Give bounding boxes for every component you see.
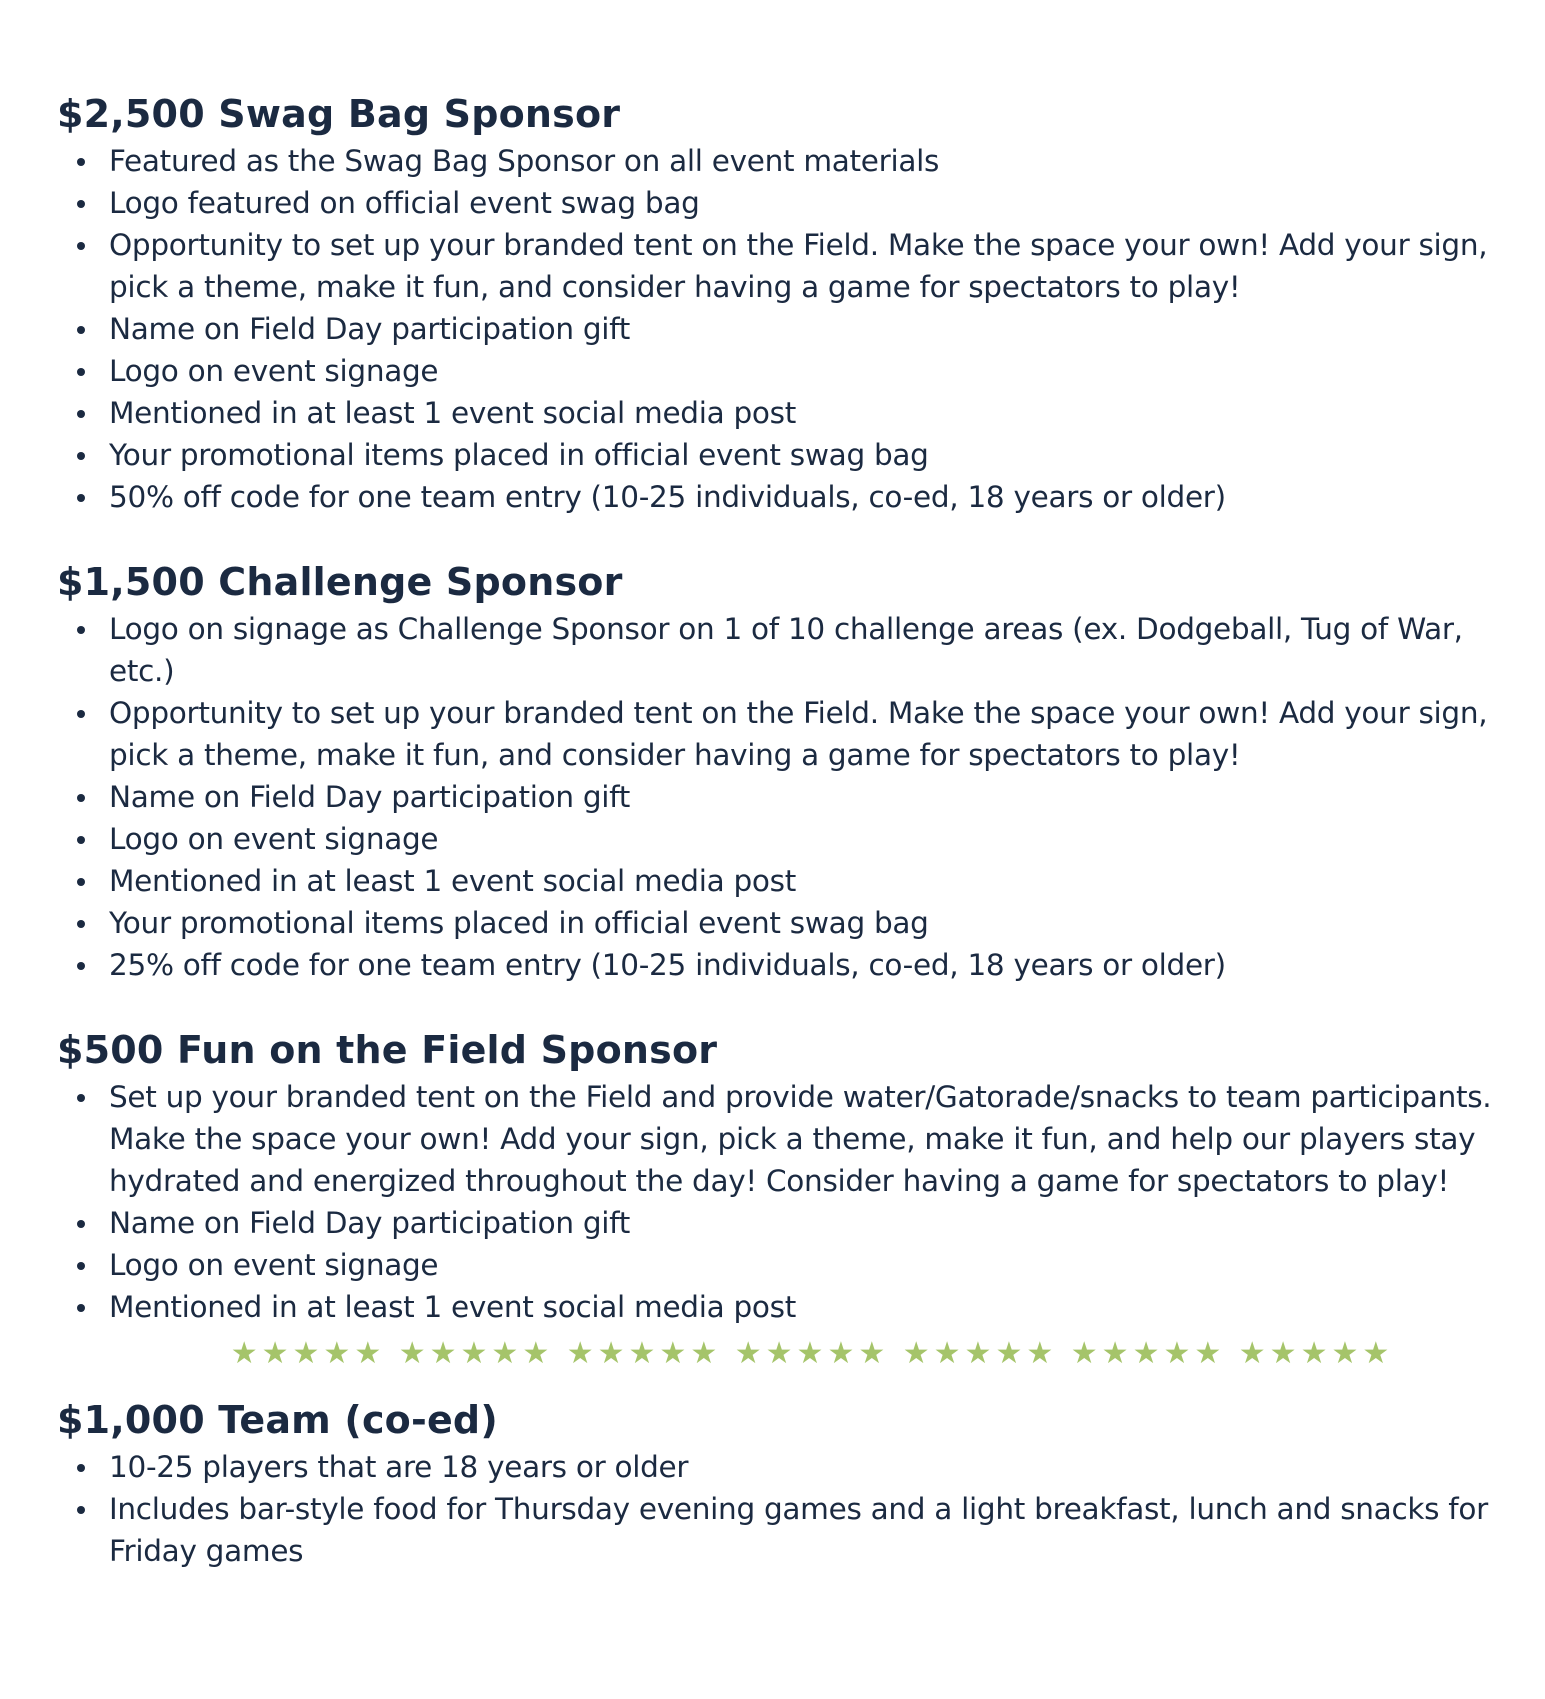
benefit-item: Logo on event signage <box>109 350 1507 392</box>
benefit-item: Mentioned in at least 1 event social media post <box>109 1286 1507 1328</box>
benefit-item: Logo on event signage <box>109 818 1507 860</box>
benefit-item: 10-25 players that are 18 years or older <box>109 1446 1507 1488</box>
benefit-item: Your promotional items placed in official event swag bag <box>109 902 1507 944</box>
section-title: $500 Fun on the Field Sponsor <box>57 1028 718 1072</box>
benefit-item: Logo on signage as Challenge Sponsor on 1 of 10 challenge areas (ex. Dodgeball, Tug of War, etc.) <box>109 608 1507 692</box>
benefit-list <box>57 140 1507 518</box>
benefit-item: Mentioned in at least 1 event social media post <box>109 860 1507 902</box>
benefit-item: Opportunity to set up your branded tent on the Field. Make the space your own! Add your sign, pick a theme, make it fun, and consider having a game for spectators to play! <box>109 692 1507 776</box>
section-title: $1,500 Challenge Sponsor <box>57 560 623 604</box>
sponsor-tier-fun-on-the-field <box>57 1024 1507 1328</box>
sponsor-tier-challenge <box>57 556 1507 986</box>
benefit-item: Name on Field Day participation gift <box>109 776 1507 818</box>
benefit-item: Logo on event signage <box>109 1244 1507 1286</box>
star-divider: ★★★★★ ★★★★★ ★★★★★ ★★★★★ ★★★★★ ★★★★★ ★★★★★ <box>230 1336 1394 1371</box>
section-title: $1,000 Team (co-ed) <box>57 1398 498 1442</box>
benefit-list <box>57 608 1507 986</box>
benefit-item: 50% off code for one team entry (10-25 individuals, co-ed, 18 years or older) <box>109 476 1507 518</box>
benefit-item: Your promotional items placed in official event swag bag <box>109 434 1507 476</box>
sponsorship-document <box>57 88 1507 1610</box>
benefit-item: Name on Field Day participation gift <box>109 1202 1507 1244</box>
benefit-item: Featured as the Swag Bag Sponsor on all event materials <box>109 140 1507 182</box>
benefit-list <box>57 1446 1507 1572</box>
benefit-item: Name on Field Day participation gift <box>109 308 1507 350</box>
section-title: $2,500 Swag Bag Sponsor <box>57 92 621 136</box>
benefit-item: Includes bar-style food for Thursday evening games and a light breakfast, lunch and snacks for Friday games <box>109 1488 1507 1572</box>
benefit-item: Set up your branded tent on the Field and provide water/Gatorade/snacks to team participants. Make the space your own! Add your sign, pick a theme, make it fun, and help our players stay hydrated and energized throughout the day! Consider having a game for spectators to play! <box>109 1076 1507 1202</box>
team-entry <box>57 1394 1507 1572</box>
benefit-list <box>57 1076 1507 1328</box>
benefit-item: Opportunity to set up your branded tent on the Field. Make the space your own! Add your sign, pick a theme, make it fun, and consider having a game for spectators to play! <box>109 224 1507 308</box>
benefit-item: Logo featured on official event swag bag <box>109 182 1507 224</box>
benefit-item: Mentioned in at least 1 event social media post <box>109 392 1507 434</box>
benefit-item: 25% off code for one team entry (10-25 individuals, co-ed, 18 years or older) <box>109 944 1507 986</box>
sponsor-tier-swag-bag <box>57 88 1507 518</box>
